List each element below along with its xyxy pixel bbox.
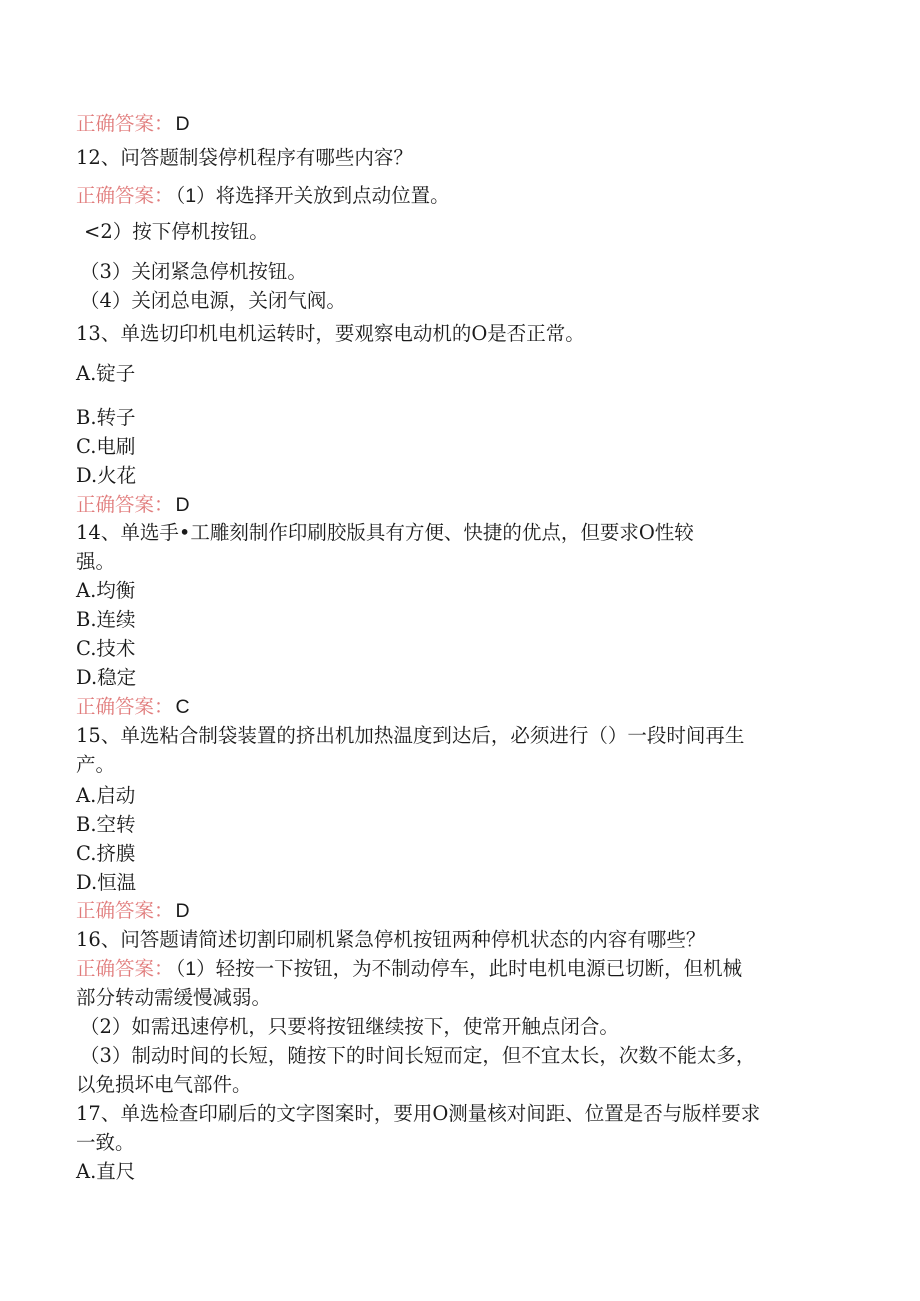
answer-value: （1）将选择开关放到点动位置。	[175, 185, 450, 207]
question-text: 12、问答题制袋停机程序有哪些内容？	[76, 146, 413, 169]
option-text: C.电刷	[76, 435, 136, 458]
question-text: 13、单选切印机电机运转时，要观察电动机的O是否正常。	[76, 322, 585, 345]
option-text: B.转子	[76, 406, 136, 429]
answer-value: D	[175, 900, 190, 922]
question-text: 16、问答题请简述切割印刷机紧急停机按钮两种停机状态的内容有哪些？	[76, 928, 706, 951]
answer-value: D	[175, 113, 190, 135]
option-text: A.启动	[76, 784, 136, 807]
question-text: 15、单选粘合制袋装置的挤出机加热温度到达后，必须进行（）一段时间再生	[76, 724, 745, 747]
answer-line	[76, 492, 190, 518]
option-text: D.恒温	[76, 871, 137, 894]
answer-label: 正确答案：	[76, 899, 174, 922]
answer-value: D	[175, 494, 190, 516]
answer-line	[76, 956, 742, 982]
answer-line	[76, 694, 190, 720]
text-line: 强。	[76, 550, 116, 573]
option-text: C.技术	[76, 637, 136, 660]
text-line: （3）关闭紧急停机按钮。	[80, 260, 307, 283]
option-text: A.直尺	[76, 1160, 136, 1183]
option-text: D.稳定	[76, 666, 137, 689]
text-line: 部分转动需缓慢减弱。	[76, 986, 272, 1009]
answer-label: 正确答案：	[76, 957, 174, 980]
answer-label: 正确答案：	[76, 184, 174, 207]
answer-line	[76, 183, 450, 209]
text-line: 产。	[76, 753, 116, 776]
answer-label: 正确答案：	[76, 493, 174, 516]
text-line: <2）按下停机按钮。	[84, 220, 269, 243]
text-line: （4）关闭总电源，关闭气阀。	[80, 289, 346, 312]
answer-label: 正确答案：	[76, 112, 174, 135]
answer-line	[76, 111, 190, 137]
option-text: A.锭子	[76, 362, 136, 385]
question-text: 17、单选检查印刷后的文字图案时，要用O测量核对间距、位置是否与版样要求	[76, 1102, 761, 1125]
text-line: （3）制动时间的长短，随按下的时间长短而定，但不宜太长，次数不能太多，	[80, 1044, 756, 1067]
option-text: C.挤膜	[76, 842, 136, 865]
text-line: 以免损坏电气部件。	[76, 1073, 252, 1096]
question-text: 14、单选手•工雕刻制作印刷胶版具有方便、快捷的优点，但要求O性较	[76, 521, 694, 544]
text-line: （2）如需迅速停机，只要将按钮继续按下，使常开触点闭合。	[80, 1015, 619, 1038]
answer-line	[76, 898, 190, 924]
answer-value: C	[175, 696, 190, 718]
answer-label: 正确答案：	[76, 695, 174, 718]
text-line: 一致。	[76, 1131, 135, 1154]
option-text: B.空转	[76, 813, 136, 836]
option-text: A.均衡	[76, 579, 136, 602]
option-text: D.火花	[76, 464, 137, 487]
option-text: B.连续	[76, 608, 136, 631]
answer-value: （1）轻按一下按钮，为不制动停车，此时电机电源已切断，但机械	[175, 958, 743, 980]
